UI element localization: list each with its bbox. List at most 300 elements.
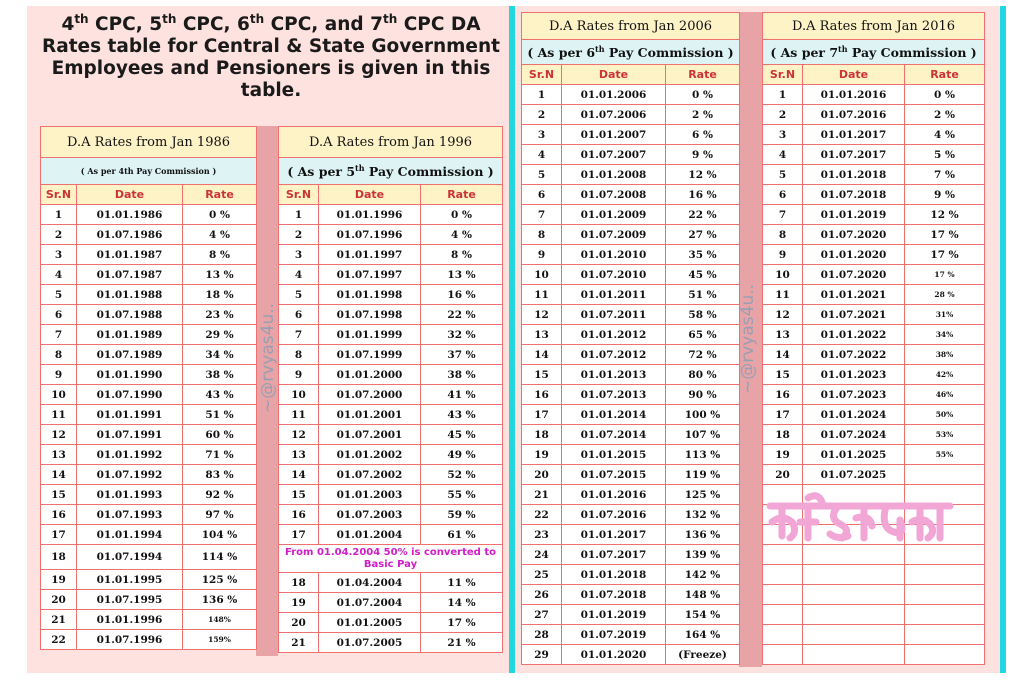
cell-sr: 2 — [41, 225, 77, 245]
table-row — [41, 305, 257, 325]
cell-date: 01.07.2017 — [562, 545, 666, 565]
table-row — [763, 365, 985, 385]
cell-date: 01.07.2008 — [562, 185, 666, 205]
cell-date: 01.01.2019 — [562, 605, 666, 625]
cell-rate: 28 % — [905, 285, 985, 305]
cell-sr: 19 — [763, 445, 803, 465]
table-row — [522, 525, 740, 545]
cell-sr: 4 — [522, 145, 562, 165]
cell-rate: 142 % — [666, 565, 740, 585]
cell-rate: 136 % — [183, 590, 257, 610]
cell-rate: 43 % — [183, 385, 257, 405]
cell-rate: 107 % — [666, 425, 740, 445]
cell-sr: 5 — [522, 165, 562, 185]
cell-rate: 2 % — [905, 105, 985, 125]
col-header-date: Date — [803, 65, 905, 85]
cell-rate: 12 % — [666, 165, 740, 185]
table-row — [522, 225, 740, 245]
table-row — [763, 165, 985, 185]
cell-sr: 17 — [763, 405, 803, 425]
table-row — [41, 285, 257, 305]
cell-date: 01.01.2014 — [562, 405, 666, 425]
cell-date: 01.01.2020 — [803, 245, 905, 265]
cell-date: 01.07.2021 — [803, 305, 905, 325]
cell-date: 01.01.2011 — [562, 285, 666, 305]
cell-sr: 2 — [522, 105, 562, 125]
cell-date: 01.07.1990 — [77, 385, 183, 405]
cell-rate: 5 % — [905, 145, 985, 165]
cell-date: 01.07.2006 — [562, 105, 666, 125]
cell-date: 01.01.1997 — [319, 245, 421, 265]
cell-sr: 11 — [279, 405, 319, 425]
cell-sr: 19 — [279, 593, 319, 613]
watermark-left: ~@rvyas4u.. — [258, 302, 278, 413]
cell-sr: 12 — [522, 305, 562, 325]
cell-rate: 148% — [183, 610, 257, 630]
cell-date: 01.01.2010 — [562, 245, 666, 265]
table-row — [763, 465, 985, 485]
cell-rate: 114 % — [183, 545, 257, 570]
cell-date: 01.01.2017 — [562, 525, 666, 545]
cell-date: 01.01.2018 — [803, 165, 905, 185]
cell-rate: 61 % — [421, 525, 503, 545]
cell-rate: 34% — [905, 325, 985, 345]
cell-date: 01.01.1998 — [319, 285, 421, 305]
table-row — [522, 85, 740, 105]
cell-sr: 20 — [522, 465, 562, 485]
cell-rate: 9 % — [666, 145, 740, 165]
cell-sr: 3 — [522, 125, 562, 145]
table-row — [41, 590, 257, 610]
cell-rate: 17 % — [421, 613, 503, 633]
table-row — [522, 465, 740, 485]
cell-rate: 17 % — [905, 225, 985, 245]
cell-date: 01.01.2013 — [562, 365, 666, 385]
cell-sr: 11 — [41, 405, 77, 425]
table-row — [41, 385, 257, 405]
cell-date: 01.01.2004 — [319, 525, 421, 545]
cell-date: 01.07.1994 — [77, 545, 183, 570]
conversion-note: From 01.04.2004 50% is converted to Basic Pay — [279, 545, 503, 573]
cell-rate: 154 % — [666, 605, 740, 625]
cell-rate: 90 % — [666, 385, 740, 405]
cell-date: 01.01.2024 — [803, 405, 905, 425]
cell-date: 01.01.2017 — [803, 125, 905, 145]
cell-sr: 17 — [522, 405, 562, 425]
cell-sr: 10 — [522, 265, 562, 285]
cell-date: 01.01.1987 — [77, 245, 183, 265]
headline-line-4: table. — [240, 80, 302, 102]
cell-rate: 159% — [183, 630, 257, 650]
cell-rate: 4 % — [183, 225, 257, 245]
cell-rate: 104 % — [183, 525, 257, 545]
cell-date: 01.07.2002 — [319, 465, 421, 485]
cell-sr: 27 — [522, 605, 562, 625]
cell-sr: 18 — [41, 545, 77, 570]
kautilya-signature-logo — [760, 488, 960, 548]
cell-date — [803, 645, 905, 665]
cell-rate: 38 % — [421, 365, 503, 385]
cell-rate: 43 % — [421, 405, 503, 425]
cell-date: 01.01.2012 — [562, 325, 666, 345]
col-header-date: Date — [319, 185, 421, 205]
cell-date: 01.01.2023 — [803, 365, 905, 385]
col-header-date: Date — [77, 185, 183, 205]
table-row — [763, 325, 985, 345]
cell-sr: 5 — [763, 165, 803, 185]
table-row — [279, 345, 503, 365]
cell-rate: 34 % — [183, 345, 257, 365]
cell-rate: 7 % — [905, 165, 985, 185]
cell-date: 01.07.1986 — [77, 225, 183, 245]
table-row — [522, 385, 740, 405]
cell-sr: 7 — [522, 205, 562, 225]
table-row — [522, 545, 740, 565]
col-header-rate: Rate — [666, 65, 740, 85]
cell-sr: 1 — [763, 85, 803, 105]
cell-sr: 13 — [279, 445, 319, 465]
cell-rate: 17 % — [905, 245, 985, 265]
cell-rate: 22 % — [421, 305, 503, 325]
table-row — [279, 573, 503, 593]
cell-date: 01.07.2005 — [319, 633, 421, 653]
cell-sr: 9 — [763, 245, 803, 265]
table-row — [522, 485, 740, 505]
table-title: D.A Rates from Jan 2016 — [763, 13, 985, 40]
table-row — [522, 165, 740, 185]
table-row — [279, 365, 503, 385]
cell-date: 01.07.2000 — [319, 385, 421, 405]
cell-rate: 136 % — [666, 525, 740, 545]
cell-sr: 11 — [763, 285, 803, 305]
cell-rate — [905, 565, 985, 585]
table-subtitle: ( As per 7th Pay Commission ) — [763, 40, 985, 65]
cell-sr: 1 — [522, 85, 562, 105]
cell-rate: 0 % — [183, 205, 257, 225]
cell-sr: 7 — [279, 325, 319, 345]
cell-rate: 148 % — [666, 585, 740, 605]
cell-date: 01.07.2016 — [562, 505, 666, 525]
cell-sr: 16 — [522, 385, 562, 405]
cell-sr: 7 — [763, 205, 803, 225]
cell-sr: 13 — [41, 445, 77, 465]
table-row — [279, 593, 503, 613]
cell-date: 01.07.2004 — [319, 593, 421, 613]
cell-rate — [905, 605, 985, 625]
cell-date: 01.07.1997 — [319, 265, 421, 285]
table-row — [41, 345, 257, 365]
cell-sr: 12 — [763, 305, 803, 325]
cell-rate: 4 % — [421, 225, 503, 245]
cell-rate: 45 % — [421, 425, 503, 445]
cell-sr: 4 — [41, 265, 77, 285]
cell-rate: 92 % — [183, 485, 257, 505]
table-row — [763, 425, 985, 445]
table-row — [522, 325, 740, 345]
table-row — [279, 525, 503, 545]
cell-sr — [763, 625, 803, 645]
cell-date: 01.01.1996 — [319, 205, 421, 225]
table-row — [279, 485, 503, 505]
cell-rate: 8 % — [421, 245, 503, 265]
cell-date — [803, 585, 905, 605]
cell-sr: 22 — [522, 505, 562, 525]
cell-sr: 5 — [41, 285, 77, 305]
cell-sr: 3 — [279, 245, 319, 265]
cell-date — [803, 605, 905, 625]
cell-date: 01.07.1987 — [77, 265, 183, 285]
cell-sr: 4 — [279, 265, 319, 285]
cell-date: 01.01.2016 — [803, 85, 905, 105]
cell-date: 01.07.2012 — [562, 345, 666, 365]
cell-date: 01.07.1993 — [77, 505, 183, 525]
da-table-7th-cpc — [762, 12, 985, 665]
cell-date — [803, 565, 905, 585]
da-table-5th-cpc — [278, 126, 503, 653]
table-row — [279, 305, 503, 325]
cell-rate: 46% — [905, 385, 985, 405]
cell-sr: 16 — [41, 505, 77, 525]
table-row — [279, 285, 503, 305]
cell-sr: 14 — [763, 345, 803, 365]
cell-sr: 22 — [41, 630, 77, 650]
cell-rate: 65 % — [666, 325, 740, 345]
table-row — [522, 445, 740, 465]
cell-date: 01.01.1996 — [77, 610, 183, 630]
table-row — [279, 385, 503, 405]
cell-sr: 21 — [41, 610, 77, 630]
cell-sr: 16 — [279, 505, 319, 525]
table-row — [279, 465, 503, 485]
cell-rate: 139 % — [666, 545, 740, 565]
cell-rate: 21 % — [421, 633, 503, 653]
cell-sr: 29 — [522, 645, 562, 665]
cell-rate: 4 % — [905, 125, 985, 145]
cell-sr: 9 — [279, 365, 319, 385]
table-row — [763, 385, 985, 405]
table-subtitle: ( As per 4th Pay Commission ) — [41, 158, 257, 185]
cell-date: 01.07.2013 — [562, 385, 666, 405]
cell-date: 01.01.1991 — [77, 405, 183, 425]
cell-sr: 2 — [763, 105, 803, 125]
cell-rate: 83 % — [183, 465, 257, 485]
cell-sr: 19 — [522, 445, 562, 465]
cell-sr: 14 — [522, 345, 562, 365]
cell-sr: 4 — [763, 145, 803, 165]
cell-rate: 80 % — [666, 365, 740, 385]
cell-sr: 21 — [522, 485, 562, 505]
cell-sr: 17 — [41, 525, 77, 545]
cell-sr: 13 — [763, 325, 803, 345]
cell-sr: 25 — [522, 565, 562, 585]
da-table-4th-cpc — [40, 126, 257, 650]
cell-date: 01.07.2018 — [562, 585, 666, 605]
table-row — [41, 405, 257, 425]
cell-rate: 72 % — [666, 345, 740, 365]
cell-sr: 8 — [763, 225, 803, 245]
cell-rate — [905, 645, 985, 665]
table-row — [522, 605, 740, 625]
table-row — [522, 105, 740, 125]
table-row — [41, 485, 257, 505]
cell-rate: 14 % — [421, 593, 503, 613]
da-table-6th-cpc — [521, 12, 740, 665]
page-headline — [40, 8, 502, 102]
cell-rate: 55% — [905, 445, 985, 465]
table-row — [279, 325, 503, 345]
cell-date: 01.07.2025 — [803, 465, 905, 485]
cell-rate: 42% — [905, 365, 985, 385]
cell-rate: 0 % — [666, 85, 740, 105]
cell-rate: 16 % — [666, 185, 740, 205]
cell-rate: 125 % — [183, 570, 257, 590]
cell-date: 01.01.1995 — [77, 570, 183, 590]
table-row — [522, 345, 740, 365]
table-title: D.A Rates from Jan 2006 — [522, 13, 740, 40]
cell-date: 01.07.1992 — [77, 465, 183, 485]
cell-rate: 59 % — [421, 505, 503, 525]
cell-date: 01.01.2002 — [319, 445, 421, 465]
cell-date: 01.07.2010 — [562, 265, 666, 285]
cell-date: 01.07.1996 — [319, 225, 421, 245]
cell-sr — [763, 645, 803, 665]
cell-sr: 8 — [279, 345, 319, 365]
cell-date: 01.07.2014 — [562, 425, 666, 445]
table-row — [279, 405, 503, 425]
cell-sr — [763, 585, 803, 605]
col-header-sr: Sr.N — [522, 65, 562, 85]
table-row — [763, 185, 985, 205]
table-row — [763, 125, 985, 145]
table-row — [763, 565, 985, 585]
cell-rate: 132 % — [666, 505, 740, 525]
cell-sr: 3 — [763, 125, 803, 145]
cell-rate: 23 % — [183, 305, 257, 325]
table-row — [279, 225, 503, 245]
cell-date: 01.01.2001 — [319, 405, 421, 425]
cell-sr: 18 — [279, 573, 319, 593]
cell-date: 01.01.1994 — [77, 525, 183, 545]
cell-rate: 97 % — [183, 505, 257, 525]
table-row — [763, 285, 985, 305]
cell-date: 01.01.2015 — [562, 445, 666, 465]
table-row — [41, 465, 257, 485]
cell-date: 01.01.2025 — [803, 445, 905, 465]
cell-rate: 31% — [905, 305, 985, 325]
cell-date: 01.01.2020 — [562, 645, 666, 665]
cell-rate: 60 % — [183, 425, 257, 445]
cell-date: 01.04.2004 — [319, 573, 421, 593]
table-row — [522, 285, 740, 305]
cell-sr: 6 — [763, 185, 803, 205]
table-row — [763, 625, 985, 645]
col-header-rate: Rate — [421, 185, 503, 205]
cell-date: 01.01.2019 — [803, 205, 905, 225]
headline-line-2: Rates table for Central & State Government — [41, 36, 500, 58]
cell-rate: 49 % — [421, 445, 503, 465]
table-row — [522, 185, 740, 205]
cell-date: 01.07.1988 — [77, 305, 183, 325]
cell-rate — [905, 585, 985, 605]
cell-sr: 14 — [279, 465, 319, 485]
table-row — [522, 425, 740, 445]
table-row — [279, 245, 503, 265]
cell-date: 01.07.2023 — [803, 385, 905, 405]
cell-sr: 17 — [279, 525, 319, 545]
cell-rate: 9 % — [905, 185, 985, 205]
cell-sr: 20 — [41, 590, 77, 610]
cell-date: 01.01.2003 — [319, 485, 421, 505]
table-row — [41, 205, 257, 225]
table-row — [763, 225, 985, 245]
col-header-rate: Rate — [905, 65, 985, 85]
table-row — [41, 630, 257, 650]
cell-sr: 16 — [763, 385, 803, 405]
cell-date: 01.07.2017 — [803, 145, 905, 165]
cell-rate: 50% — [905, 405, 985, 425]
table-row — [41, 245, 257, 265]
table-row — [763, 645, 985, 665]
cell-sr: 12 — [279, 425, 319, 445]
cell-sr: 28 — [522, 625, 562, 645]
cell-rate: 17 % — [905, 265, 985, 285]
table-row — [41, 505, 257, 525]
cell-rate: 2 % — [666, 105, 740, 125]
cell-date: 01.07.2011 — [562, 305, 666, 325]
cell-date: 01.07.1995 — [77, 590, 183, 610]
table-row — [763, 265, 985, 285]
table-row — [522, 145, 740, 165]
cell-sr: 19 — [41, 570, 77, 590]
cell-sr: 9 — [522, 245, 562, 265]
cell-date: 01.07.2022 — [803, 345, 905, 365]
cell-date: 01.07.2018 — [803, 185, 905, 205]
cell-rate: 0 % — [421, 205, 503, 225]
table-row — [763, 445, 985, 465]
table-row — [522, 365, 740, 385]
cell-date: 01.01.1990 — [77, 365, 183, 385]
table-row — [522, 265, 740, 285]
cell-sr: 21 — [279, 633, 319, 653]
cell-date: 01.01.2008 — [562, 165, 666, 185]
cell-date: 01.07.2019 — [562, 625, 666, 645]
table-row — [41, 265, 257, 285]
cell-rate: 58 % — [666, 305, 740, 325]
cell-date: 01.07.2024 — [803, 425, 905, 445]
table-row — [41, 325, 257, 345]
cell-sr: 20 — [279, 613, 319, 633]
cell-sr: 15 — [41, 485, 77, 505]
cell-rate: 51 % — [666, 285, 740, 305]
cell-sr: 5 — [279, 285, 319, 305]
cell-sr: 3 — [41, 245, 77, 265]
col-header-rate: Rate — [183, 185, 257, 205]
cell-sr: 8 — [41, 345, 77, 365]
cell-date — [803, 625, 905, 645]
cell-date: 01.07.1998 — [319, 305, 421, 325]
watermark-right: ~@rvyas4u.. — [738, 283, 758, 394]
cell-date: 01.01.1993 — [77, 485, 183, 505]
cell-rate: 27 % — [666, 225, 740, 245]
table-row — [763, 345, 985, 365]
cell-sr: 10 — [763, 265, 803, 285]
table-row — [279, 613, 503, 633]
cell-sr: 20 — [763, 465, 803, 485]
table-title: D.A Rates from Jan 1996 — [279, 127, 503, 158]
cell-sr: 15 — [279, 485, 319, 505]
table-row — [279, 633, 503, 653]
cell-sr: 6 — [41, 305, 77, 325]
